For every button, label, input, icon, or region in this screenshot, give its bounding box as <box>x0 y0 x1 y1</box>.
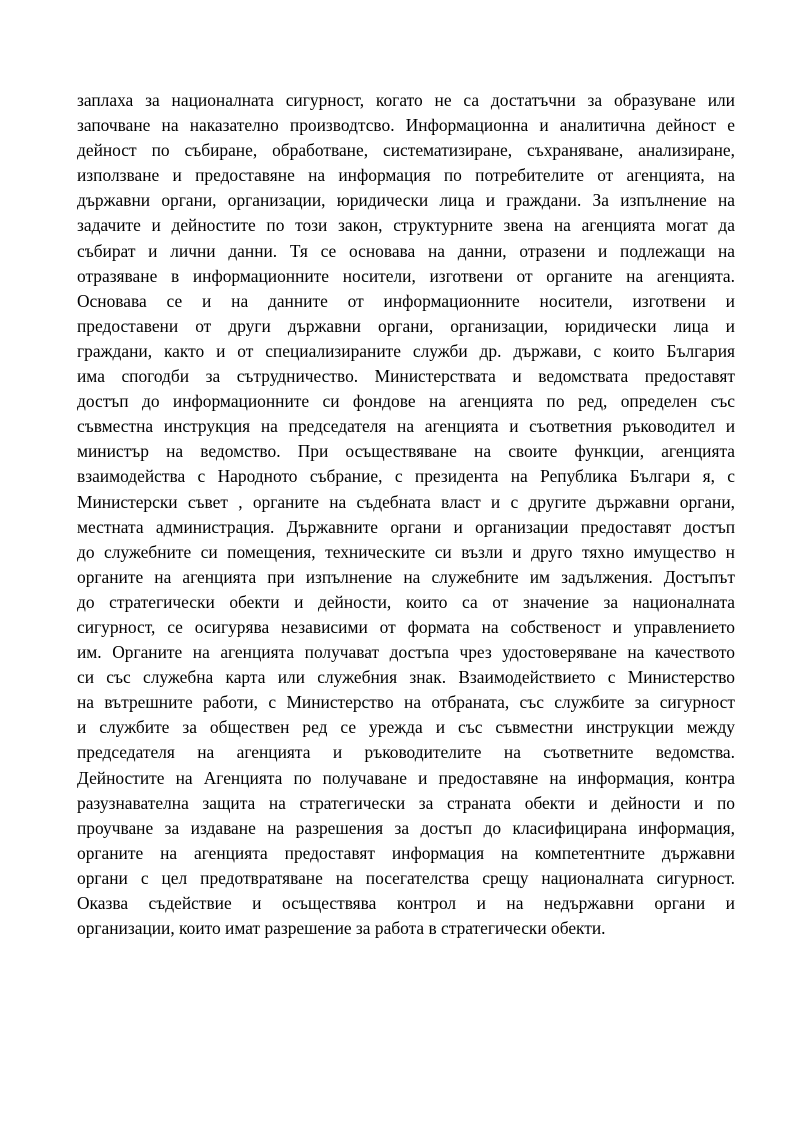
text-line: събират и лични данни. Тя се основава на данни, отразени и подлежащи на <box>77 240 735 261</box>
text-line: сигурност, се осигурява независими от формата на собственост и управлението <box>77 616 735 637</box>
text-line: предоставени от други държавни органи, организации, юридически лица и <box>77 315 735 336</box>
text-line: задачите и дейностите по този закон, структурните звена на агенцията могат да <box>77 215 735 236</box>
text-line: съвместна инструкция на председателя на агенцията и съответния ръководител и <box>77 416 735 437</box>
text-line: органите на агенцията предоставят информация на компетентните държавни <box>77 842 735 863</box>
text-line: до стратегически обекти и дейности, които са от значение за националната <box>77 591 735 612</box>
text-line: и службите за обществен ред се урежда и със съвместни инструкции между <box>77 717 735 738</box>
text-line: до служебните си помещения, техническите си възли и друго тяхно имущество н <box>77 541 735 562</box>
text-line: взаимодейства с Народното събрание, с президента на Република Българи я, с <box>77 466 735 487</box>
text-line: започване на наказателно производтсво. Информационна и аналитична дейност е <box>77 115 735 136</box>
text-line: Оказва съдействие и осъществява контрол и на недържавни органи и <box>77 893 735 913</box>
body-paragraph <box>77 88 735 941</box>
text-line: граждани, както и от специализираните служби др. държави, с които България <box>77 340 735 361</box>
text-line: Основава се и на данните от информационните носители, изготвени и <box>77 290 735 311</box>
text-line: органи с цел предотвратяване на посегателства срещу националната сигурност. <box>77 867 735 888</box>
text-line: използване и предоставяне на информация по потребителите от агенцията, на <box>77 165 735 186</box>
text-line: министър на ведомство. При осъществяване на своите функции, агенцията <box>77 441 735 462</box>
text-line: дейност по събиране, обработване, систематизиране, съхраняване, анализиране, <box>77 140 735 161</box>
text-line: отразяване в информационните носители, изготвени от органите на агенцията. <box>77 265 735 286</box>
text-line: на вътрешните работи, с Министерство на отбраната, със службите за сигурност <box>77 692 735 713</box>
text-line: им. Органите на агенцията получават достъпа чрез удостоверяване на качеството <box>77 642 735 663</box>
text-line: органите на агенцията при изпълнение на служебните им задължения. Достъпът <box>77 566 735 587</box>
text-line: има спогодби за сътрудничество. Министерствата и ведомствата предоставят <box>77 366 735 387</box>
text-line: проучване за издаване на разрешения за достъп до класифицирана информация, <box>77 817 735 838</box>
text-line: Дейностите на Агенцията по получаване и предоставяне на информация, контра <box>77 767 735 788</box>
text-line: председателя на агенцията и ръководителите на съответните ведомства. <box>77 742 735 763</box>
text-line: си със служебна карта или служебния знак. Взаимодействието с Министерство <box>77 667 735 688</box>
text-line: Министерски съвет , органите на съдебната власт и с другите държавни органи, <box>77 491 735 512</box>
text-line: заплаха за националната сигурност, когато не са достатъчни за образуване или <box>77 90 735 110</box>
text-line: достъп до информационните си фондове на агенцията по ред, определен със <box>77 391 735 412</box>
text-line-last: организации, които имат разрешение за работа в стратегически обекти. <box>77 918 606 939</box>
text-line: местната администрация. Държавните органи и организации предоставят достъп <box>77 516 735 537</box>
text-line: държавни органи, организации, юридически лица и граждани. За изпълнение на <box>77 190 735 211</box>
text-line: разузнавателна защита на стратегически за страната обекти и дейности и по <box>77 792 735 813</box>
